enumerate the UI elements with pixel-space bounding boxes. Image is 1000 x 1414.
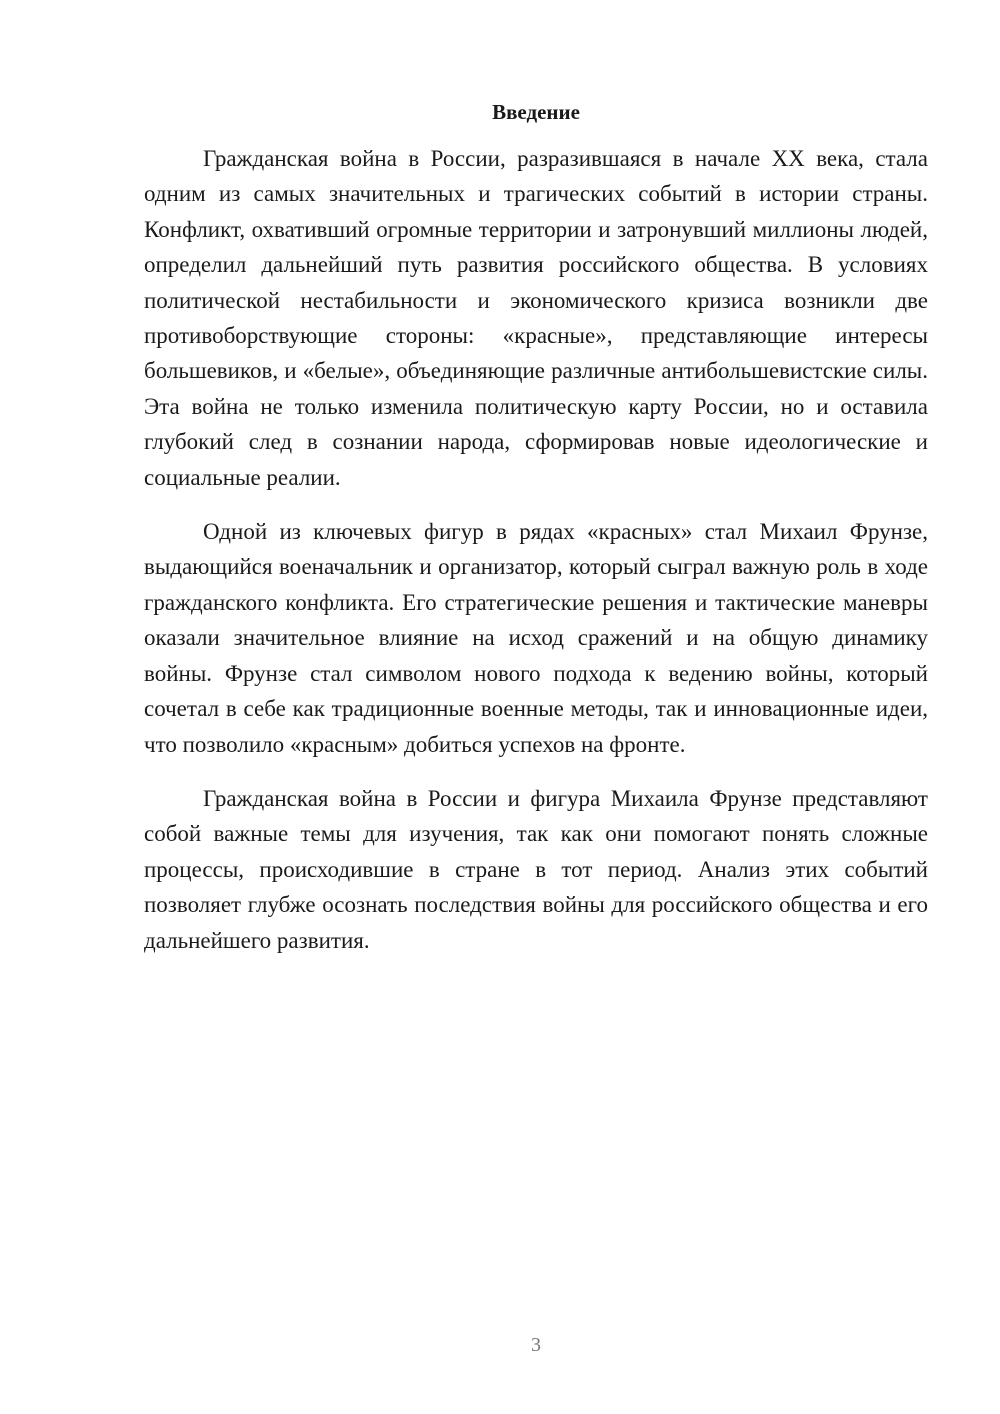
body-text [144,141,928,958]
page-number: 3 [531,1334,541,1356]
section-heading: Введение [492,100,580,124]
paragraph-2: Одной из ключевых фигур в рядах «красных» стал Михаил Фрунзе, выдающийся военачальник и организатор, который сыграл важную роль в ходе гражданского конфликта. Его стратегические решения и тактические маневры оказали значительное влияние на исход сражений и на общую динамику войны. Фрунзе стал символом нового подхода к ведению войны, который сочетал в себе как традиционные военные методы, так и инновационные идеи, что позволило «красным» добиться успехов на фронте. [144,519,928,757]
paragraph-1: Гражданская война в России, разразившаяся в начале XX века, стала одним из самых значительных и трагических событий в истории страны. Конфликт, охвативший огромные территории и затронувший миллионы людей, определил дальнейший путь развития российского общества. В условиях политической нестабильности и экономического кризиса возникли две противоборствующие стороны: «красные», представляющие интересы большевиков, и «белые», объединяющие различные антибольшевистские силы. Эта война не только изменила политическую карту России, но и оставила глубокий след в сознании народа, сформировав новые идеологические и социальные реалии. [144,146,928,490]
paragraph-3: Гражданская война в России и фигура Михаила Фрунзе представляют собой важные темы для изучения, так как они помогают понять сложные процессы, происходившие в стране в тот период. Анализ этих событий позволяет глубже осознать последствия войны для российского общества и его дальнейшего развития. [144,785,928,953]
